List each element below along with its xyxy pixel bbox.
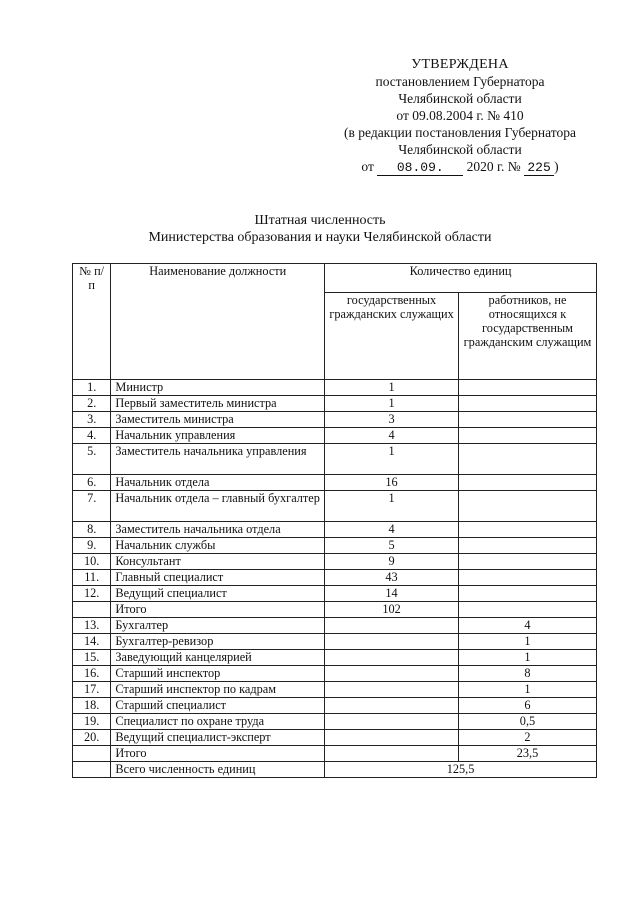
table-row xyxy=(73,698,597,714)
table-row xyxy=(73,412,597,428)
noncivil-count: 1 xyxy=(458,634,596,650)
position-name: Заместитель начальника отдела xyxy=(111,522,325,538)
approval-year: 2020 г. № xyxy=(466,159,521,174)
position-name: Начальник отдела xyxy=(111,475,325,491)
table-row xyxy=(73,730,597,746)
row-number: 2. xyxy=(73,396,111,412)
position-name: Министр xyxy=(111,380,325,396)
total-label: Всего численность единиц xyxy=(111,762,325,778)
total-value: 125,5 xyxy=(325,762,597,778)
noncivil-count: 1 xyxy=(458,682,596,698)
noncivil-count xyxy=(458,491,596,522)
row-number: 12. xyxy=(73,586,111,602)
row-number xyxy=(73,602,111,618)
civil-count xyxy=(325,650,459,666)
noncivil-count xyxy=(458,428,596,444)
noncivil-count: 4 xyxy=(458,618,596,634)
row-number: 11. xyxy=(73,570,111,586)
table-row xyxy=(73,444,597,475)
position-name: Заведующий канцелярией xyxy=(111,650,325,666)
position-name: Начальник службы xyxy=(111,538,325,554)
row-number: 16. xyxy=(73,666,111,682)
civil-count xyxy=(325,634,459,650)
row-number: 6. xyxy=(73,475,111,491)
table-row xyxy=(73,634,597,650)
title-line-1: Штатная численность xyxy=(254,213,386,228)
staff-table xyxy=(72,263,597,778)
row-number: 4. xyxy=(73,428,111,444)
approval-number: 225 xyxy=(527,160,551,175)
noncivil-count xyxy=(458,380,596,396)
noncivil-count: 1 xyxy=(458,650,596,666)
total-empty-cell xyxy=(73,762,111,778)
civil-count: 9 xyxy=(325,554,459,570)
position-name: Специалист по охране труда xyxy=(111,714,325,730)
civil-count xyxy=(325,714,459,730)
header-position: Наименование должности xyxy=(111,264,325,380)
row-number: 10. xyxy=(73,554,111,570)
noncivil-count xyxy=(458,586,596,602)
row-number: 13. xyxy=(73,618,111,634)
approval-line-5: (в редакции постановления Губернатора xyxy=(344,125,576,140)
noncivil-count: 23,5 xyxy=(458,746,596,762)
civil-count: 5 xyxy=(325,538,459,554)
subtotal-row xyxy=(73,746,597,762)
civil-count xyxy=(325,682,459,698)
civil-count: 43 xyxy=(325,570,459,586)
approval-line-6: Челябинской области xyxy=(398,142,522,157)
noncivil-count xyxy=(458,412,596,428)
noncivil-count: 2 xyxy=(458,730,596,746)
approval-line-4: от 09.08.2004 г. № 410 xyxy=(396,108,524,123)
civil-count: 3 xyxy=(325,412,459,428)
approval-ot: от xyxy=(361,159,374,174)
position-name: Старший инспектор xyxy=(111,666,325,682)
header-quantity: Количество единиц xyxy=(325,264,597,293)
total-row xyxy=(73,762,597,778)
approval-line-2: постановлением Губернатора xyxy=(375,74,545,89)
table-row xyxy=(73,586,597,602)
civil-count: 1 xyxy=(325,380,459,396)
civil-count xyxy=(325,746,459,762)
position-name: Первый заместитель министра xyxy=(111,396,325,412)
row-number: 1. xyxy=(73,380,111,396)
position-name: Итого xyxy=(111,602,325,618)
approval-line-3: Челябинской области xyxy=(398,91,522,106)
noncivil-count: 6 xyxy=(458,698,596,714)
row-number: 5. xyxy=(73,444,111,475)
noncivil-count xyxy=(458,396,596,412)
row-number: 17. xyxy=(73,682,111,698)
table-row xyxy=(73,475,597,491)
noncivil-count xyxy=(458,602,596,618)
table-row xyxy=(73,396,597,412)
row-number: 15. xyxy=(73,650,111,666)
civil-count: 16 xyxy=(325,475,459,491)
civil-count xyxy=(325,618,459,634)
table-row xyxy=(73,570,597,586)
row-number: 3. xyxy=(73,412,111,428)
row-number: 20. xyxy=(73,730,111,746)
table-row xyxy=(73,682,597,698)
table-row xyxy=(73,522,597,538)
position-name: Старший специалист xyxy=(111,698,325,714)
table-row xyxy=(73,538,597,554)
header-non-civil: работников, не относящихся к государственным гражданским служащим xyxy=(458,293,596,380)
table-row xyxy=(73,666,597,682)
document-title xyxy=(0,212,640,246)
civil-count: 4 xyxy=(325,522,459,538)
noncivil-count xyxy=(458,522,596,538)
title-line-2: Министерства образования и науки Челябинской области xyxy=(148,230,492,245)
position-name: Главный специалист xyxy=(111,570,325,586)
position-name: Консультант xyxy=(111,554,325,570)
noncivil-count: 0,5 xyxy=(458,714,596,730)
position-name: Ведущий специалист-эксперт xyxy=(111,730,325,746)
row-number: 18. xyxy=(73,698,111,714)
civil-count: 1 xyxy=(325,491,459,522)
noncivil-count xyxy=(458,475,596,491)
position-name: Старший инспектор по кадрам xyxy=(111,682,325,698)
civil-count: 14 xyxy=(325,586,459,602)
row-number xyxy=(73,746,111,762)
approval-heading: УТВЕРЖДЕНА xyxy=(411,57,509,72)
table-row xyxy=(73,491,597,522)
approval-block xyxy=(300,56,620,176)
approval-line-7 xyxy=(300,158,620,176)
subtotal-row xyxy=(73,602,597,618)
position-name: Заместитель начальника управления xyxy=(111,444,325,475)
noncivil-count xyxy=(458,554,596,570)
header-civil-servants: государственных гражданских служащих xyxy=(325,293,459,380)
table-row xyxy=(73,428,597,444)
header-number: № п/п xyxy=(73,264,111,380)
row-number: 19. xyxy=(73,714,111,730)
table-row xyxy=(73,618,597,634)
table-row xyxy=(73,650,597,666)
row-number: 8. xyxy=(73,522,111,538)
row-number: 14. xyxy=(73,634,111,650)
civil-count: 102 xyxy=(325,602,459,618)
civil-count: 4 xyxy=(325,428,459,444)
noncivil-count xyxy=(458,444,596,475)
table-row xyxy=(73,380,597,396)
position-name: Заместитель министра xyxy=(111,412,325,428)
position-name: Начальник управления xyxy=(111,428,325,444)
noncivil-count: 8 xyxy=(458,666,596,682)
table-body xyxy=(73,380,597,778)
civil-count xyxy=(325,698,459,714)
approval-close: ) xyxy=(554,159,559,174)
position-name: Бухгалтер-ревизор xyxy=(111,634,325,650)
civil-count xyxy=(325,666,459,682)
position-name: Ведущий специалист xyxy=(111,586,325,602)
civil-count: 1 xyxy=(325,396,459,412)
noncivil-count xyxy=(458,538,596,554)
table-row xyxy=(73,554,597,570)
table-row xyxy=(73,714,597,730)
noncivil-count xyxy=(458,570,596,586)
row-number: 7. xyxy=(73,491,111,522)
position-name: Итого xyxy=(111,746,325,762)
position-name: Бухгалтер xyxy=(111,618,325,634)
position-name: Начальник отдела – главный бухгалтер xyxy=(111,491,325,522)
approval-date: 08.09. xyxy=(396,160,444,175)
row-number: 9. xyxy=(73,538,111,554)
civil-count: 1 xyxy=(325,444,459,475)
civil-count xyxy=(325,730,459,746)
